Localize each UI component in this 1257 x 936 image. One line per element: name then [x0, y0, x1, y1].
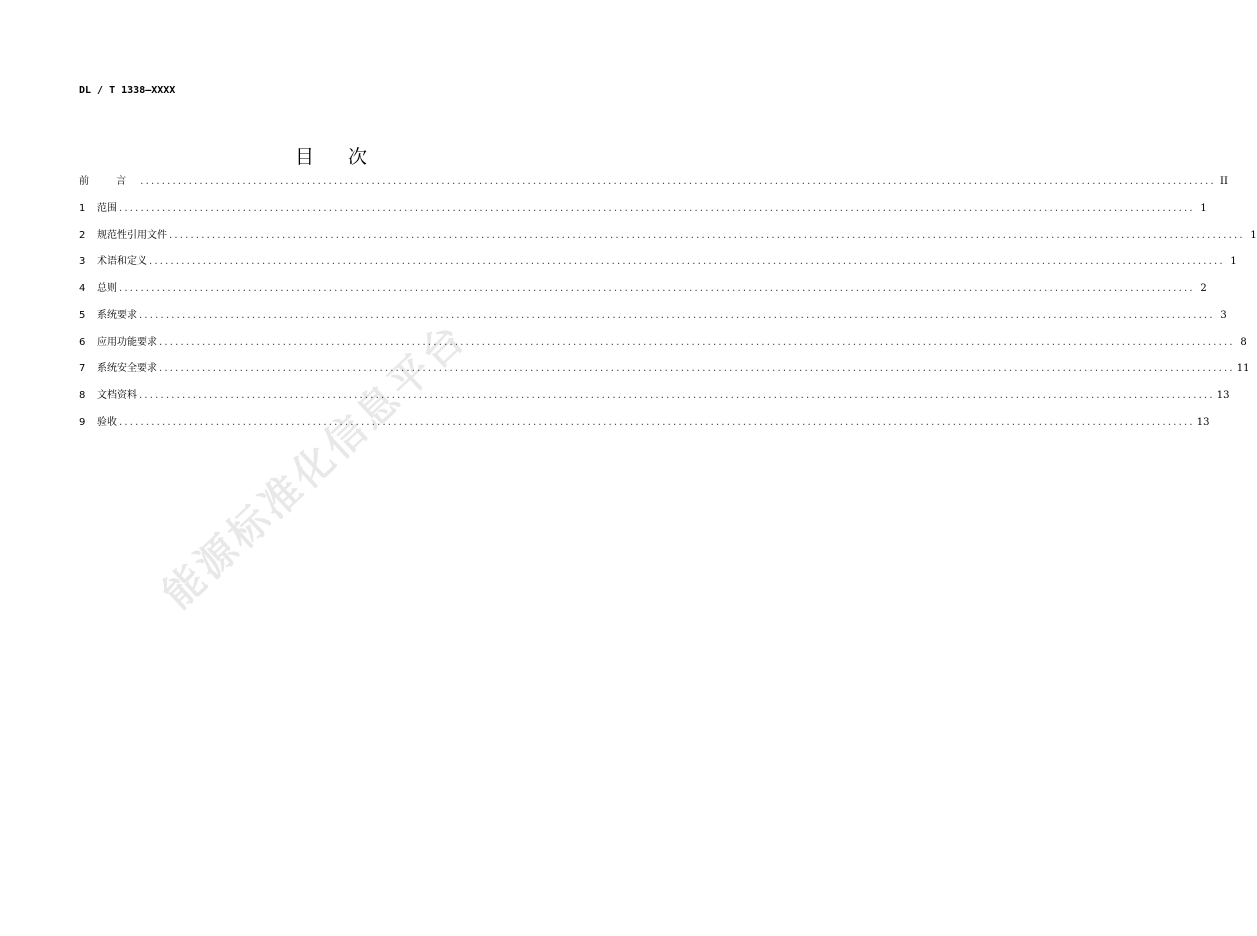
toc-entry-page: 13 [1216, 390, 1230, 401]
toc-leader-dots: ........................................................................................................................................................................................................ [159, 336, 1235, 348]
toc-entry-number: 4 [79, 283, 86, 294]
toc-entry-text: 术语和定义 [97, 256, 147, 268]
toc-entry-terms-definitions[interactable] [79, 252, 1237, 279]
toc-leader-dots: ........................................................................................................................................................................................................ [169, 229, 1245, 241]
toc-entry-general[interactable] [79, 279, 1207, 306]
toc-entry-page: 1 [1230, 256, 1237, 268]
table-of-contents [79, 172, 1257, 440]
toc-leader-dots: ........................................................................................................................................................................................................ [149, 256, 1225, 268]
toc-leader-dots: ........................................................................................................................................................................................................ [140, 176, 1216, 187]
toc-entry-scope[interactable] [79, 199, 1207, 226]
toc-entry-text: 总则 [97, 283, 117, 294]
toc-title: 目 次 [294, 146, 382, 168]
toc-entry-number: 5 [79, 309, 86, 321]
standard-code: DL / T 1338—XXXX [79, 85, 176, 96]
toc-entry-text: 范围 [97, 202, 117, 214]
toc-entry-number: 1 [79, 202, 86, 214]
toc-entry-page: 8 [1240, 336, 1247, 348]
toc-entry-foreword[interactable] [79, 172, 1228, 199]
toc-entry-number: 8 [79, 390, 86, 401]
toc-leader-dots: ........................................................................................................................................................................................................ [119, 283, 1195, 294]
toc-entry-page: 1 [1250, 229, 1257, 241]
toc-leader-dots: ........................................................................................................................................................................................................ [119, 202, 1195, 214]
toc-entry-text: 文档资料 [97, 390, 137, 401]
toc-leader-dots: ........................................................................................................................................................................................................ [159, 363, 1235, 375]
toc-entry-text: 系统要求 [97, 309, 137, 321]
toc-entry-page: 11 [1236, 363, 1250, 375]
toc-entry-number: 9 [79, 416, 86, 428]
toc-leader-dots: ........................................................................................................................................................................................................ [139, 390, 1215, 401]
toc-leader-dots: ........................................................................................................................................................................................................ [139, 309, 1215, 321]
toc-entry-page: 13 [1196, 416, 1210, 428]
toc-entry-text: 系统安全要求 [97, 363, 157, 375]
toc-entry-text: 应用功能要求 [97, 336, 157, 348]
toc-entry-page: 2 [1200, 283, 1207, 294]
toc-entry-number: 6 [79, 336, 86, 348]
toc-entry-text: 前 言 [79, 176, 139, 187]
toc-entry-documentation[interactable] [79, 386, 1230, 413]
toc-entry-page: II [1220, 176, 1228, 187]
toc-entry-application-function[interactable] [79, 333, 1247, 360]
toc-entry-number: 3 [79, 256, 86, 268]
toc-entry-text: 验收 [97, 416, 117, 428]
watermark: 能源标准化信息平台 [154, 314, 476, 618]
toc-entry-number: 2 [79, 229, 86, 241]
toc-entry-number: 7 [79, 363, 86, 375]
toc-entry-normative-references[interactable] [79, 226, 1257, 253]
toc-entry-system-security[interactable] [79, 359, 1250, 386]
toc-entry-page: 1 [1200, 202, 1207, 214]
toc-entry-system-requirements[interactable] [79, 306, 1227, 333]
toc-entry-text: 规范性引用文件 [97, 229, 167, 241]
toc-entry-page: 3 [1220, 309, 1227, 321]
toc-leader-dots: ........................................................................................................................................................................................................ [119, 416, 1195, 428]
